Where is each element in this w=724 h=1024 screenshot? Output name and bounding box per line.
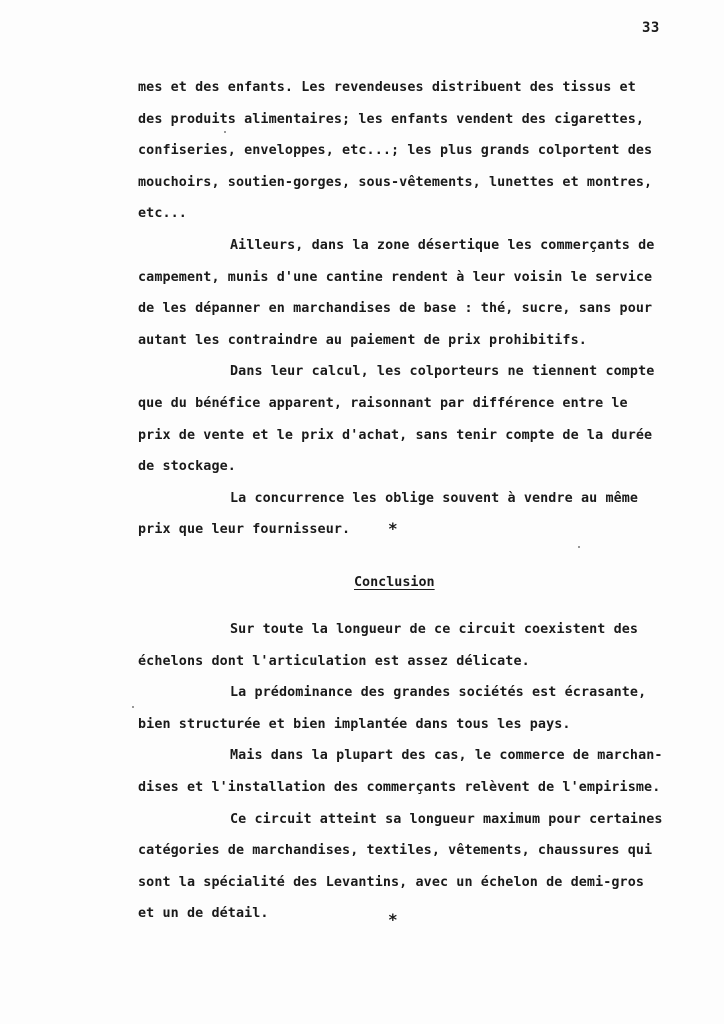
body-text-line: Dans leur calcul, les colporteurs ne tiennent compte bbox=[230, 364, 655, 380]
body-text-line: prix de vente et le prix d'achat, sans tenir compte de la durée bbox=[138, 427, 653, 443]
body-text-line: prix que leur fournisseur. bbox=[138, 522, 351, 538]
conclusion-text-line: Ce circuit atteint sa longueur maximum pour certaines bbox=[230, 811, 663, 827]
paper-speck bbox=[224, 131, 226, 133]
conclusion-text-line: et un de détail. bbox=[138, 906, 269, 922]
body-text-line: Ailleurs, dans la zone désertique les commerçants de bbox=[230, 237, 655, 253]
conclusion-text-line: échelons dont l'articulation est assez délicate. bbox=[138, 653, 530, 669]
conclusion-text-line: Sur toute la longueur de ce circuit coexistent des bbox=[230, 622, 639, 637]
conclusion-text-line: Mais dans la plupart des cas, le commerce de marchan- bbox=[230, 748, 663, 764]
body-text-line: campement, munis d'une cantine rendent à leur voisin le service bbox=[138, 269, 653, 285]
conclusion-heading: Conclusion bbox=[354, 575, 435, 590]
body-text-line: mouchoirs, soutien-gorges, sous-vêtements, lunettes et montres, bbox=[138, 174, 653, 190]
conclusion-text-line: bien structurée et bien implantée dans tous les pays. bbox=[138, 716, 571, 732]
body-text-line: La concurrence les oblige souvent à vendre au même bbox=[230, 490, 639, 506]
body-text-line: des produits alimentaires; les enfants vendent des cigarettes, bbox=[138, 111, 645, 127]
body-text-line: que du bénéfice apparent, raisonnant par différence entre le bbox=[138, 395, 628, 411]
paper-speck bbox=[578, 546, 580, 548]
separator-star: * bbox=[388, 519, 398, 538]
body-text-section bbox=[138, 72, 694, 546]
body-text-line: mes et des enfants. Les revendeuses distribuent des tissus et bbox=[138, 80, 636, 95]
page-number: 33 bbox=[642, 20, 660, 36]
body-text-line: confiseries, enveloppes, etc...; les plus grands colportent des bbox=[138, 143, 653, 159]
paper-speck bbox=[132, 706, 134, 708]
conclusion-text-section bbox=[138, 614, 694, 930]
closing-separator-star: * bbox=[388, 910, 398, 929]
body-text-line: autant les contraindre au paiement de prix prohibitifs. bbox=[138, 332, 587, 348]
conclusion-text-line: catégories de marchandises, textiles, vêtements, chaussures qui bbox=[138, 843, 653, 859]
conclusion-text-line: dises et l'installation des commerçants relèvent de l'empirisme. bbox=[138, 779, 661, 795]
body-text-line: de stockage. bbox=[138, 459, 236, 475]
conclusion-text-line: La prédominance des grandes sociétés est écrasante, bbox=[230, 685, 647, 701]
conclusion-text-line: sont la spécialité des Levantins, avec un échelon de demi-gros bbox=[138, 874, 645, 890]
body-text-line: de les dépanner en marchandises de base : thé, sucre, sans pour bbox=[138, 301, 653, 317]
body-text-line: etc... bbox=[138, 206, 187, 222]
